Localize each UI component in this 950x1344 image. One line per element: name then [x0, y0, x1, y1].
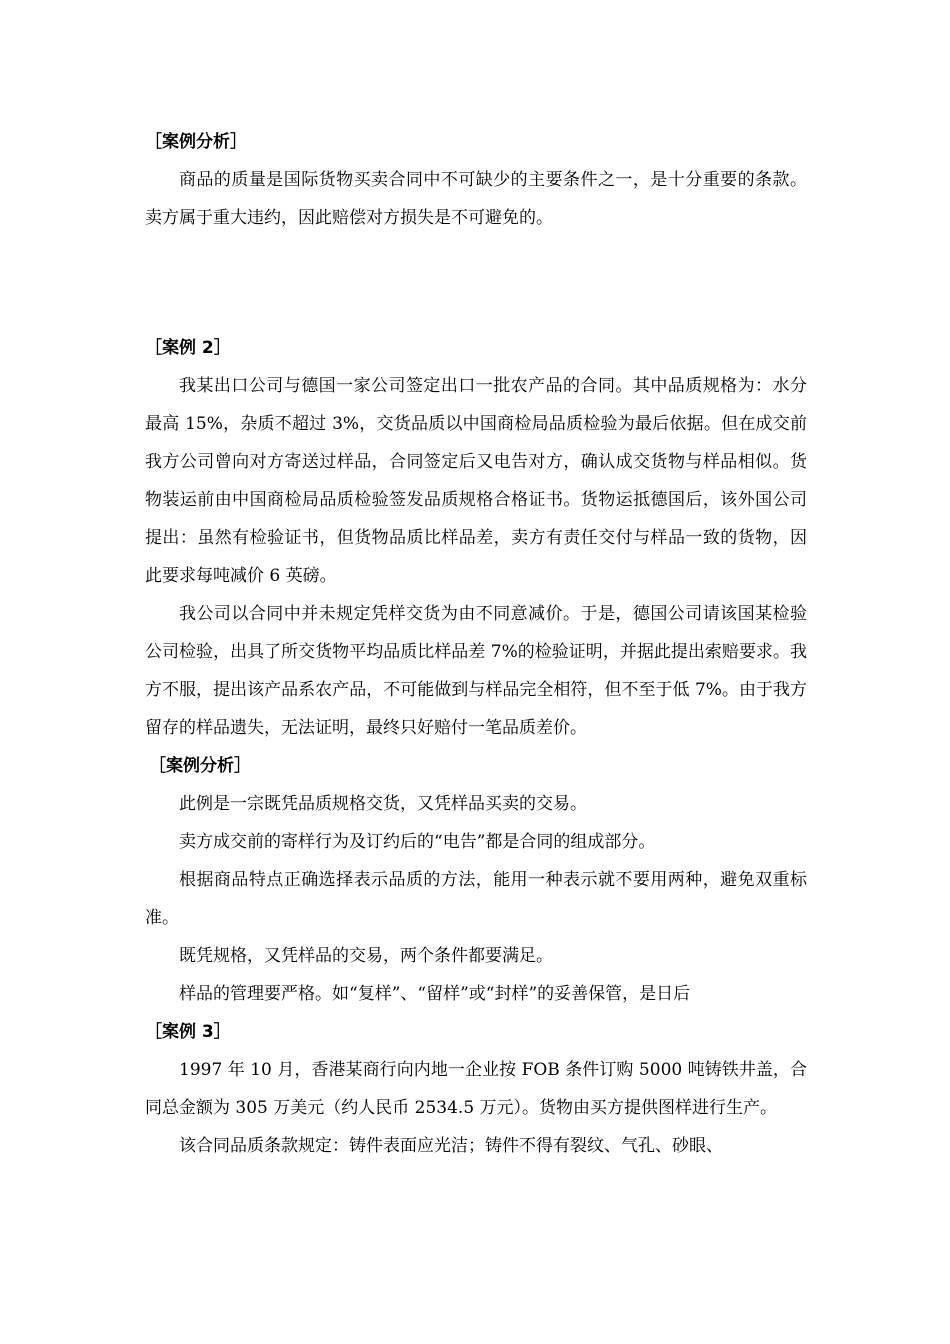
- paragraph: 我公司以合同中并未规定凭样交货为由不同意减价。于是，德国公司请该国某检验公司检验，出具了所交货物平均品质比样品差 7%的检验证明，并据此提出索赔要求。我方不服，提出该产品系农产品，不可能做到与样品完全相符，但不至于低 7%。由于我方留存的样品遗失，无法证明，最终只好赔付一笔品质差价。: [145, 604, 807, 738]
- section-case-analysis-1: [145, 123, 807, 237]
- paragraph: 卖方成交前的寄样行为及订约后的“电告”都是合同的组成部分。: [179, 832, 656, 852]
- document-body: [145, 123, 807, 1165]
- paragraph: 1997 年 10 月，香港某商行向内地一企业按 FOB 条件订购 5000 吨铸铁井盖，合同总金额为 305 万美元（约人民币 2534.5 万元）。货物由买方提供图样进行生产。: [145, 1060, 807, 1118]
- section-heading: ［案例 3］: [145, 1022, 231, 1042]
- paragraph: 此例是一宗既凭品质规格交货，又凭样品买卖的交易。: [179, 794, 587, 814]
- spacer: [145, 237, 807, 329]
- section-heading: ［案例分析］: [149, 756, 251, 776]
- section-heading: ［案例分析］: [145, 132, 247, 152]
- paragraph: 该合同品质条款规定：铸件表面应光洁；铸件不得有裂纹、气孔、砂眼、: [179, 1136, 723, 1156]
- paragraph: 根据商品特点正确选择表示品质的方法，能用一种表示就不要用两种，避免双重标准。: [145, 870, 807, 928]
- section-case-3: [145, 1013, 807, 1165]
- paragraph: 样品的管理要严格。如“复样”、“留样”或“封样”的妥善保管，是日后: [179, 984, 691, 1004]
- section-heading: ［案例 2］: [145, 338, 231, 358]
- paragraph: 既凭规格，又凭样品的交易，两个条件都要满足。: [179, 946, 553, 966]
- section-case-analysis-2: [145, 747, 807, 1013]
- paragraph: 我某出口公司与德国一家公司签定出口一批农产品的合同。其中品质规格为：水分最高 15%，杂质不超过 3%，交货品质以中国商检局品质检验为最后依据。但在成交前我方公司曾向对方寄送过样品，合同签定后又电告对方，确认成交货物与样品相似。货物装运前由中国商检局品质检验签发品质规格合格证书。货物运抵德国后，该外国公司提出：虽然有检验证书，但货物品质比样品差，卖方有责任交付与样品一致的货物，因此要求每吨减价 6 英磅。: [145, 376, 807, 586]
- paragraph: 商品的质量是国际货物买卖合同中不可缺少的主要条件之一，是十分重要的条款。卖方属于重大违约，因此赔偿对方损失是不可避免的。: [145, 170, 807, 228]
- section-case-2: [145, 329, 807, 747]
